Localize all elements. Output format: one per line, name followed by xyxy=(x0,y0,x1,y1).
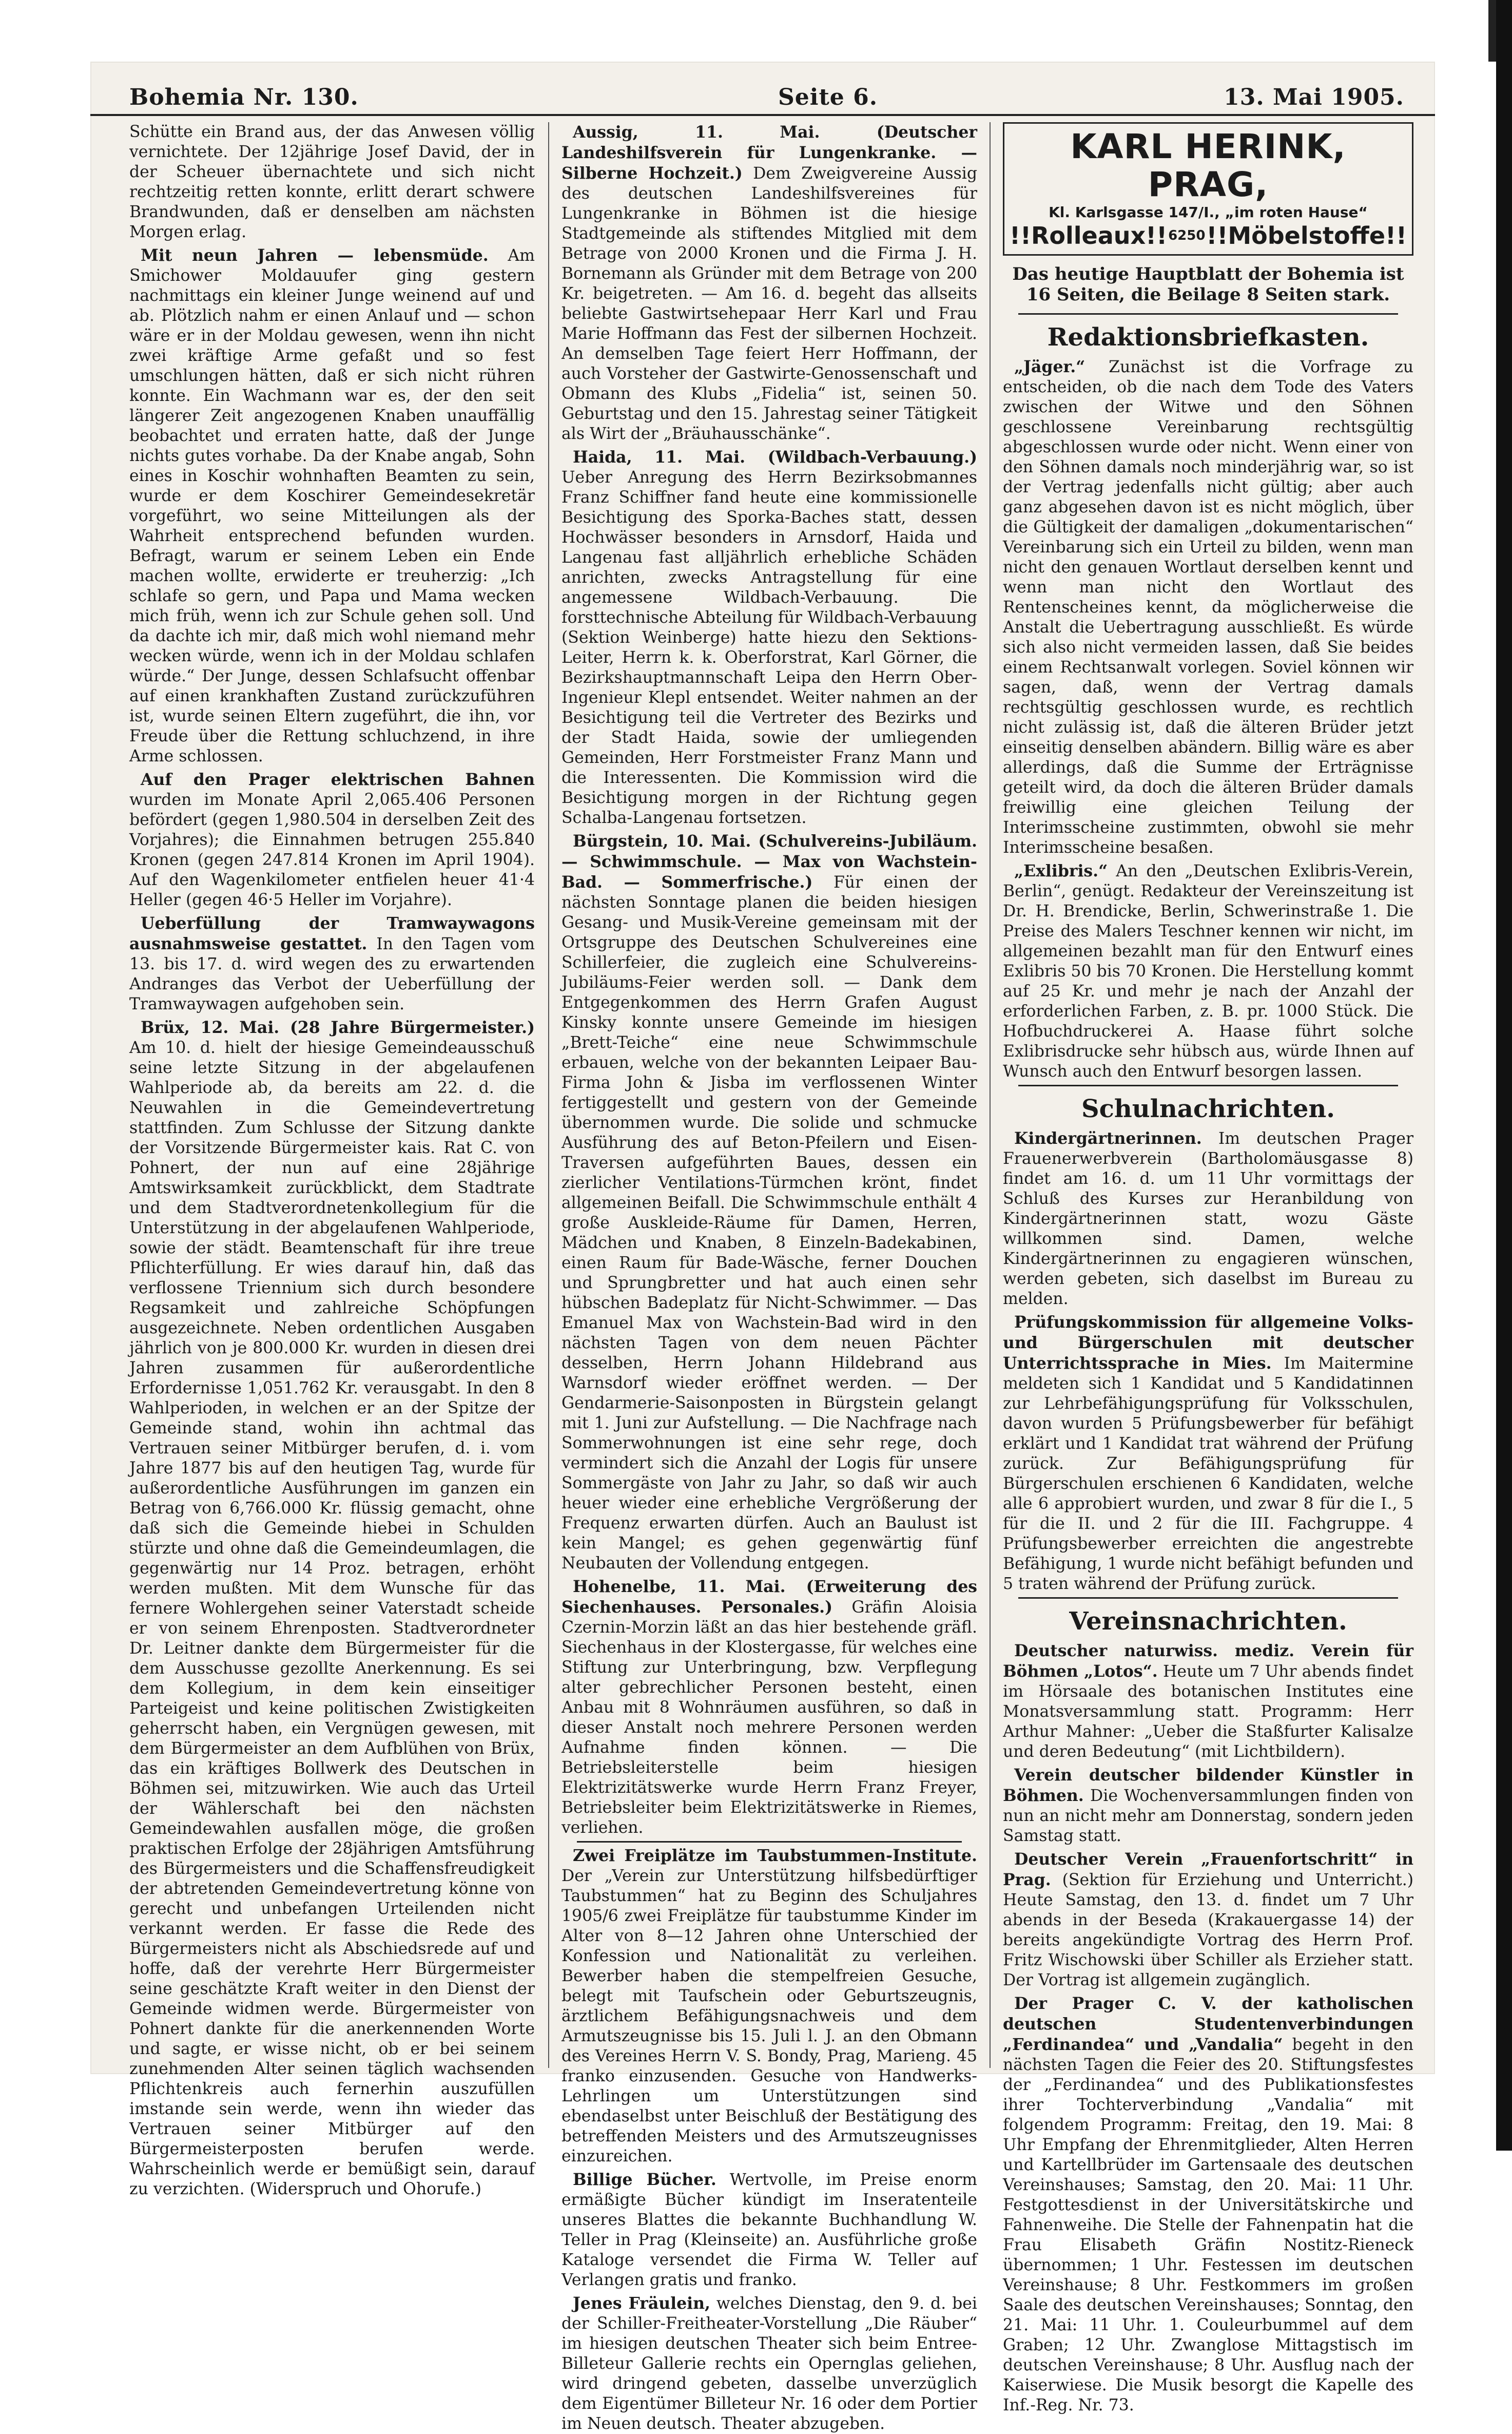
article-body: Im Maitermine meldeten sich 1 Kandidat und 5 Kandidatinnen zur Lehrbefähigungsprüfung für Volksschulen, davon wurden 5 Prüfungsbewerber für befähigt erklärt und 1 Kandidat trat während der Prüfung zurück. Zur Befähigungsprüfung für Bürgerschulen erschienen 6 Kandidaten, welche alle 6 approbiert wurden, und zwar 8 für die I., 5 für die II. und 2 für die III. Fachgruppe. 4 Prüfungsbewerber erreichten die angestrebte Befähigung, 1 wurde nicht befähigt befunden und 5 traten während der Prüfung zurück. xyxy=(1003,1354,1413,1593)
article-heading: Billige Bücher. xyxy=(573,2170,716,2189)
letter-jaeger xyxy=(1003,357,1413,858)
article-heading: Jenes Fräulein, xyxy=(573,2294,711,2313)
article-lebensmuede xyxy=(129,245,535,766)
article-body: Gräfin Aloisia Czernin-Morzin läßt an das hier bestehende gräfl. Siechenhaus in der Klostergasse, für welches eine Stiftung zur Unterbringung, bzw. Verpflegung alter gebrechlicher Personen besteht, einen Anbau mit 8 Wohnräumen ausführen, so daß in dieser Anstalt noch mehrere Personen werden Aufnahme finden können. — Die Betriebsleiterstelle beim hiesigen Elektrizitätswerke wurde Herrn Franz Freyer, Betriebsleiter beim Elektrizitätswerke in Riemes, verliehen. xyxy=(561,1598,977,1837)
article-heading: Kindergärtnerinnen. xyxy=(1014,1129,1202,1148)
article-heading: Aussig, 11. Mai. (Deutscher Landeshilfsverein für Lungenkranke. — Silberne Hochzeit.) xyxy=(561,123,977,183)
column-rule-1 xyxy=(548,122,549,2068)
ad-address: Kl. Karlsgasse 147/I., „im roten Hause“ xyxy=(1049,204,1368,221)
article-taubstummen xyxy=(561,1846,977,2167)
article-frauenfortschritt xyxy=(1003,1849,1413,1990)
article-heading: Der Prager C. V. der katholischen deutschen Studentenverbindungen „Ferdinandea“ und „Vandalia“ xyxy=(1003,1994,1413,2054)
column-middle xyxy=(561,122,978,2433)
article-heading: Hohenelbe, 11. Mai. (Erweiterung des Siechenhauses. Personales.) xyxy=(561,1577,977,1617)
column-rule-2 xyxy=(990,122,991,2068)
article-body: Zunächst ist die Vorfrage zu entscheiden, ob die nach dem Tode des Vaters zwischen der Witwe und den Söhnen geschlossene Vereinbarung rechtsgültig abgeschlossen wurde oder nicht. Wenn einer von den Söhnen damals noch minderjährig war, so ist der Vertrag jedenfalls nicht gültig; aber auch ganz abgesehen davon ist es nicht möglich, über die Gültigkeit der damaligen „dokumentarischen“ Vereinbarung sich ein Urteil zu bilden, wenn man nicht den genauen Wortlaut derselben kennt und wenn man nicht den Wortlaut des Rentenscheines kennt, da möglicherweise die Anstalt die Uebertragung ausschließt. Es würde sich also nicht vermeiden lassen, daß Sie beides einem Rechtsanwalt vorlegen. Soviel können wir sagen, daß, wenn der Vertrag damals rechtsgültig geschlossen wurde, es rechtlich nicht zulässig ist, daß die älteren Brüder jetzt einseitig denselben abändern. Billig wäre es aber allerdings, daß die Summe der Erträgnisse geteilt wird, da doch die älteren Brüder damals freiwillig eine gleichen Teilung der Interimsscheine zustimmten, obwohl sie mehr Interimsscheine besaßen. xyxy=(1003,358,1414,857)
article-body: welches Dienstag, den 9. d. bei der Schiller-Freitheater-Vorstellung „Die Räuber“ im hiesigen deutschen Theater sich beim Entree-Billeteur Gallerie rechts ein Opernglas geliehen, wird dringend gebeten, dasselbe unverzüglich dem Eigentümer Billeteur Nr. 16 oder dem Portier im Neuen deutsch. Theater abzugeben. xyxy=(561,2294,977,2433)
article-heading: Deutscher Verein „Frauenfortschritt“ in Prag. xyxy=(1003,1850,1413,1889)
article-heading: Bürgstein, 10. Mai. (Schulvereins-Jubiläum. — Schwimmschule. — Max von Wachstein-Bad. — Sommerfrische.) xyxy=(561,832,977,892)
article-body: Ueber Anregung des Herrn Bezirksobmannes Franz Schiffner fand heute eine kommissionelle Besichtigung des Sporka-Baches statt, dessen Hochwässer besonders in Arnsdorf, Haida und Langenau fast alljährlich erhebliche Schäden anrichten, zwecks Antragstellung für eine angemessene Wildbach-Verbauung. Die forsttechnische Abteilung für Wildbach-Verbauung (Sektion Weinberge) hatte hiezu den Sektions-Leiter, Herrn k. k. Oberforstrat, Karl Görner, die Bezirkshauptmannschaft Leipa den Herrn Ober-Ingenieur Klepl entsendet. Weiter nahmen an der Besichtigung teil die Vertreter des Bezirks und der Stadt Haida, sowie der umliegenden Gemeinden, Herr Forstmeister Franz Mann und die Interessenten. Die Kommission wird die Besichtigung morgen in der Richtung gegen Schalba-Langenau fortsetzen. xyxy=(561,468,977,827)
page-number: Seite 6. xyxy=(778,84,878,110)
issue-date: 13. Mai 1905. xyxy=(1224,84,1404,110)
masthead-title: Bohemia Nr. 130. xyxy=(129,84,359,110)
section-rule xyxy=(1018,1085,1398,1086)
article-body: Wertvolle, im Preise enorm ermäßigte Bücher kündigt im Inseratenteile unseres Blattes die bekannte Buchhandlung W. Teller in Prag (Kleinseite) an. Ausführliche große Kataloge versendet die Firma W. Teller auf Verlangen gratis und franko. xyxy=(561,2171,978,2289)
header-rule xyxy=(90,114,1435,116)
section-rule xyxy=(1018,1597,1398,1599)
article-kindergaertnerinnen xyxy=(1003,1128,1413,1309)
article-heading: „Exlibris.“ xyxy=(1014,861,1108,880)
article-body: (Sektion für Erziehung und Unterricht.) Heute Samstag, den 13. d. findet um 7 Uhr abends in der Beseda (Krakauergasse 14) der bereits angekündigte Vortrag des Herrn Prof. Fritz Wischowski über Schiller als Erzieher statt. Der Vortrag ist allgemein zugänglich. xyxy=(1003,1871,1414,1989)
column-right xyxy=(1003,122,1414,2414)
scan-border-right xyxy=(1496,0,1512,2151)
article-heading: „Jäger.“ xyxy=(1014,357,1085,376)
article-body: Am 10. d. hielt der hiesige Gemeindeausschuß seine letzte Sitzung in der abgelaufenen Wahlperiode ab, da bereits am 22. d. die Neuwahlen in die Gemeindevertretung stattfinden. Zum Schlusse der Sitzung dankte der Vorsitzende Bürgermeister kais. Rat C. von Pohnert, der nun auf eine 28jährige Amtswirksamkeit zurückblickt, dem Stadtrate und dem Stadtverordnetenkollegium für die Unterstützung in der abgelaufenen Wahlperiode, sowie der städt. Beamtenschaft für ihre treue Pflichterfüllung. Er wies darauf hin, daß das verflossene Triennium sich durch besondere Regsamkeit und zahlreiche Schöpfungen ausgezeichnete. Neben ordentlichen Ausgaben jährlich von je 800.000 Kr. wurden in diesen drei Jahren zusammen für außerordentliche Erfordernisse 1,051.762 Kr. verausgabt. In den 8 Wahlperioden, in welchen er an der Spitze der Gemeinde stand, wohin ihn achtmal das Vertrauen seiner Mitbürger berufen, d. i. vom Jahre 1877 bis auf den heutigen Tag, wurde für außerordentliche Ausführungen im ganzen ein Betrag von 6,766.000 Kr. flüssig gemacht, ohne daß sich die Gemeinde hiebei in Schulden stürzte und ohne daß die Gemeindeumlagen, die gegenwärtig nur 14 Proz. betragen, erhöht werden mußten. Mit dem Wunsche für das fernere Wohlergehen seiner Vaterstadt scheide er von seinem Ehrenposten. Stadtverordneter Dr. Leitner dankte dem Bürgermeister für die dem Ausschusse gezollte Anerkennung. Es sei dem Kollegium, in dem kein einseitiger Parteigeist und keine politischen Zwistigkeiten geherrscht haben, ein Vergnügen gewesen, mit dem Bürgermeister an dem Aufblühen von Brüx, das ein kräftiges Bollwerk des Deutschen in Böhmen sei, mitzuwirken. Wie auch das Urteil der Wählerschaft bei den nächsten Gemeindewahlen ausfallen möge, die großen praktischen Erfolge der 28jährigen Amtsführung des Bürgermeisters und die Schaffensfreudigkeit der abtretenden Gemeindevertretung könne von gerecht und unbefangen Urteilenden nicht verkannt werden. Er fasse die Rede des Bürgermeisters nicht als Abschiedsrede auf und hoffe, daß der verehrte Herr Bürgermeister seine geschätzte Kraft weiter in den Dienst der Gemeinde widmen werde. Bürgermeister von Pohnert dankte für die anerkennenden Worte und sagte, er wisse nicht, ob er bei seinem zunehmenden Alter seinen täglich wachsenden Pflichtenkreis auch fernerhin auszufüllen imstande sein werde, wenn ihn wieder das Vertrauen seiner Mitbürger auf den Bürgermeisterposten berufen werde. Wahrscheinlich werde er bemüßigt sein, darauf zu verzichten. (Widerspruch und Ohorufe.) xyxy=(129,1039,535,2198)
ad-product-right: !!Möbelstoffe!! xyxy=(1206,222,1407,250)
article-fire-end: Schütte ein Brand aus, der das Anwesen völlig vernichtete. Der 12jährige Josef David, der in der Scheuer übernachtete und sich nicht rechtzeitig retten konnte, erlitt derart schwere Brandwunden, daß er denselben am nächsten Morgen erlag. xyxy=(129,123,535,241)
article-lotos xyxy=(1003,1641,1413,1762)
article-heading: Auf den Prager elektrischen Bahnen xyxy=(141,770,535,789)
article-body: In den Tagen vom 13. bis 17. d. wird wegen des zu erwartenden Andranges das Verbot der Ueberfüllung der Tramwaywagen aufgehoben sein. xyxy=(129,935,535,1013)
article-heading: Ueberfüllung der Tramwaywagons ausnahmsweise gestattet. xyxy=(129,914,535,953)
article-body: wurden im Monate April 2,065.406 Personen befördert (gegen 1,980.504 in derselben Zeit des Vorjahres); die Einnahmen betrugen 255.840 Kronen (gegen 247.814 Kronen im April 1904). Auf den Wagenkilometer entfielen heuer 41·4 Heller (gegen 46·5 Heller im Vorjahre). xyxy=(129,791,535,909)
article-tramway xyxy=(129,913,535,1014)
ad-number: 6250 xyxy=(1168,228,1206,243)
article-bruex xyxy=(129,1018,535,2199)
section-title-schulnachrichten: Schulnachrichten. xyxy=(1081,1095,1335,1123)
advertisement-herink xyxy=(1003,122,1413,256)
article-pruefungskommission xyxy=(1003,1312,1413,1594)
letter-exlibris xyxy=(1003,861,1413,1082)
article-haida xyxy=(561,447,977,828)
article-kuenstler xyxy=(1003,1765,1413,1846)
article-fraeulein xyxy=(561,2293,977,2434)
article-heading: Brüx, 12. Mai. (28 Jahre Bürgermeister.) xyxy=(141,1018,535,1037)
article-hohenelbe xyxy=(561,1577,977,1838)
article-elektrische-bahnen xyxy=(129,770,535,910)
article-body: Dem Zweigvereine Aussig des deutschen Landeshilfsvereines für Lungenkranke in Böhmen ist die hiesige Stadtgemeinde als stiftendes Mitglied mit dem Betrage von 2000 Kronen und die Firma J. H. Bornemann als Gründer mit dem Betrage von 200 Kr. beigetreten. — Am 16. d. begeht das allseits beliebte Gastwirtsehepaar Herr Karl und Frau Marie Hoffmann das Fest der silbernen Hochzeit. An demselben Tage feiert Herr Hoffmann, der auch Vorsteher der Gastwirte-Genossenschaft und Obmann des Klubs „Fidelia“ ist, seinen 50. Geburtstag und den 15. Jahrestag seiner Tätigkeit als Wirt der „Bräuhausschänke“. xyxy=(561,164,977,443)
ad-product-left: !!Rolleaux!! xyxy=(1010,222,1168,250)
article-heading: Deutscher naturwiss. mediz. Verein für Böhmen „Lotos“. xyxy=(1003,1641,1413,1681)
article-body: Heute um 7 Uhr abends findet im Hörsaale des botanischen Institutes eine Monatsversammlung statt. Programm: Herr Arthur Mahner: „Ueber die Staßfurter Kalisalze und deren Bedeutung“ (mit Lichtbildern). xyxy=(1003,1662,1414,1761)
ad-company-name: KARL HERINK, PRAG, xyxy=(1070,127,1346,204)
article-aussig xyxy=(561,122,977,444)
page-count-notice: Das heutige Hauptblatt der Bohemia ist 16 Seiten, die Beilage 8 Seiten stark. xyxy=(1012,264,1404,305)
article-heading: Zwei Freiplätze im Taubstummen-Institute. xyxy=(573,1846,977,1865)
section-rule xyxy=(577,1841,962,1843)
article-body: begeht in den nächsten Tagen die Feier des 20. Stiftungsfestes der „Ferdinandea“ und des Publikationsfestes ihrer Tochterverbindung „Vandalia“ mit folgendem Programm: Freitag, den 19. Mai: 8 Uhr Empfang der Ehrenmitglieder, Alten Herren und Kartellbrüder im Gartensaale des deutschen Vereinshauses; Samstag, den 20. Mai: 11 Uhr. Festgottesdienst in der Universitätskirche und Fahnenweihe. Die Stelle der Fahnenpatin hat die Frau Elisabeth Gräfin Nostitz-Rieneck übernommen; 1 Uhr. Festessen im deutschen Vereinshause; 8 Uhr. Festkommers im großen Saale des deutschen Vereinshauses; Sonntag, den 21. Mai: 11 Uhr. 1. Couleurbummel auf dem Graben; 12 Uhr. Zwanglose Mittagstisch im deutschen Vereinshause; 8 Uhr. Ausflug nach der Kaiserwiese. Die Musik besorgt die Kapelle des Inf.-Reg. Nr. 73. xyxy=(1003,2036,1413,2414)
article-heading: Mit neun Jahren — lebensmüde. xyxy=(141,246,489,265)
article-body: Im deutschen Prager Frauenerwerbverein (Bartholomäusgasse 8) findet am 16. d. um 11 Uhr vormittags der Schluß des Kurses zur Heranbildung von Kindergärtnerinnen statt, wozu Gäste willkommen sind. Damen, welche Kindergärtnerinnen zu engagieren wünschen, werden gebeten, sich daselbst im Bureau zu melden. xyxy=(1003,1129,1414,1308)
article-heading: Verein deutscher bildender Künstler in Böhmen. xyxy=(1003,1766,1413,1805)
article-buecher xyxy=(561,2170,977,2290)
article-body: Am Smichower Moldauufer ging gestern nachmittags ein kleiner Junge weinend auf und ab. Plötzlich nahm er einen Anlauf und — schon wäre er in der Moldau gewesen, wenn ihn nicht zwei kräftige Arme gefaßt und so fest umschlungen hätten, daß er sich nicht rühren konnte. Ein Wachmann war es, der den seit längerer Zeit angezogenen Knaben unauffällig beobachtet und erraten hatte, daß der Junge nichts gutes vorhabe. Da der Knabe angab, Sohn eines in Koschir wohnhaften Beamten zu sein, wurde er dem Koschirer Gemeindesekretär vorgeführt, wo seine Mitteilungen als der Wahrheit entsprechend befunden wurden. Befragt, warum er seinem Leben ein Ende machen wollte, erwiderte er treuherzig: „Ich schlafe so gern, und Papa und Mama wecken mich früh, wenn ich zur Schule gehen soll. Und da dachte ich mir, daß mich wohl niemand mehr wecken würde, wenn ich in der Moldau schlafen würde.“ Der Junge, dessen Schlafsucht offenbar auf einen krankhaften Zustand zurückzuführen ist, wurde seinen Eltern zugeführt, die ihn, vor Freude über die Rettung schluchzend, in ihre Arme schlossen. xyxy=(129,246,535,765)
article-body: Die Wochenversammlungen finden von nun an nicht mehr am Donnerstag, sondern jeden Samstag statt. xyxy=(1003,1787,1414,1845)
article-body: An den „Deutschen Exlibris-Verein, Berlin“, genügt. Redakteur der Vereinszeitung ist Dr. H. Brendicke, Berlin, Schwerinstraße 1. Die Preise des Malers Teschner kennen wir nicht, im allgemeinen bezahlt man für den Entwurf eines Exlibris 50 bis 70 Kronen. Die Herstellung kommt auf 25 Kr. und mehr je nach der Anzahl der erforderlichen Farben, z. B. pr. 1000 Stück. Die Hofbuchdruckerei A. Haase führt solche Exlibrisdrucke sehr hübsch aus, würde Ihnen auf Wunsch auch den Entwurf besorgen lassen. xyxy=(1003,862,1414,1081)
section-title-vereinsnachrichten: Vereinsnachrichten. xyxy=(1069,1607,1347,1636)
article-body: Für einen der nächsten Sonntage planen die beiden hiesigen Gesang- und Musik-Vereine gemeinsam mit der Ortsgruppe des Deutschen Schulvereines eine Schillerfeier, die zugleich eine Schulvereins-Jubiläums-Feier werden soll. — Dank dem Entgegenkommen des Herrn Grafen August Kinsky konnte unsere Gemeinde im hiesigen „Brett-Teiche“ eine neue Schwimmschule erbauen, welche von der bekannten Leipaer Bau-Firma John & Jisba im verflossenen Winter fertiggestellt und gestern von der Gemeinde übernommen wurde. Die solide und schmucke Ausführung des auf Beton-Pfeilern und Eisen-Traversen aufgeführten Baues, dessen ein zierlicher Ventilations-Türmchen krönt, findet allgemeinen Beifall. Die Schwimmschule enthält 4 große Auskleide-Räume für Damen, Herren, Mädchen und Knaben, 8 Einzeln-Badekabinen, einen Raum für Bade-Wäsche, ferner Douchen und Sprungbretter und hat auch einen sehr hübschen Badeplatz für Nicht-Schwimmer. — Das Emanuel Max von Wachstein-Bad wird in den nächsten Tagen von dem neuen Pächter desselben, Herrn Johann Hildebrand aus Warnsdorf wieder eröffnet werden. — Der Gendarmerie-Saisonposten in Bürgstein gelangt mit 1. Juni zur Aufstellung. — Die Nachfrage nach Sommerwohnungen ist eine sehr rege, doch vermindert sich die Anzahl der Logis für unsere Sommergäste von Jahr zu Jahr, so daß wir auch heuer wieder eine erhebliche Vergrößerung der Frequenz erwarten dürfen. Auch an Baulust ist kein Mangel; es gehen gegenwärtig fünf Neubauten der Vollendung entgegen. xyxy=(561,873,978,1573)
column-left xyxy=(129,122,535,2198)
article-heading: Haida, 11. Mai. (Wildbach-Verbauung.) xyxy=(573,448,977,467)
ad-products xyxy=(1010,221,1407,250)
article-buergstein xyxy=(561,831,977,1574)
newspaper-page xyxy=(90,62,1435,2433)
section-rule xyxy=(1018,313,1398,315)
article-body: Der „Verein zur Unterstützung hilfsbedürftiger Taubstummen“ hat zu Beginn des Schuljahres 1905/6 zwei Freiplätze für taubstumme Kinder im Alter von 8—12 Jahren ohne Unterschied der Konfession und Nationalität zu verleihen. Bewerber haben die stempelfreien Gesuche, belegt mit Taufschein oder Geburtszeugnis, ärztlichem Befähigungsnachweis und dem Armutszeugnisse bis 15. Juli l. J. an den Obmann des Vereines Herrn V. S. Bondy, Prag, Marieng. 45 franko einzusenden. Gesuche von Handwerks-Lehrlingen um Unterstützungen sind ebendaselbst unter Beischluß der Bestätigung des betreffenden Meisters und des Armutszeugnisses einzureichen. xyxy=(561,1867,977,2165)
section-title-briefkasten: Redaktionsbriefkasten. xyxy=(1047,323,1369,352)
article-heading: Prüfungskommission für allgemeine Volks- und Bürgerschulen mit deutscher Unterrichtssprache in Mies. xyxy=(1003,1313,1413,1373)
article-ferdinandea xyxy=(1003,1994,1413,2416)
